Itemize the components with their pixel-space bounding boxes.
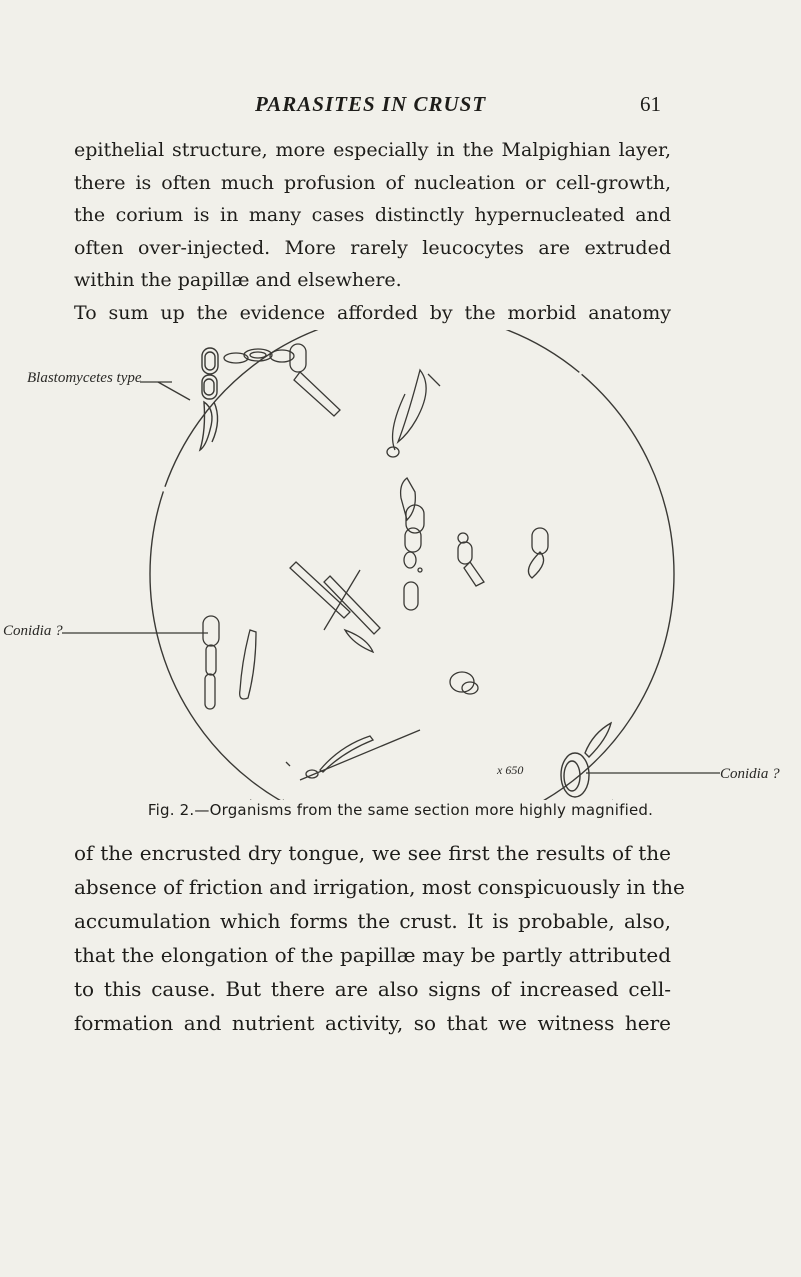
organism-scattered <box>286 672 478 780</box>
figure-caption: Fig. 2.—Organisms from the same section more highly magnified. <box>147 801 654 819</box>
figure-illustration <box>0 330 801 800</box>
top-paragraph <box>74 134 671 329</box>
label-conidia-left: Conidia ? <box>3 623 63 639</box>
organism-conidia-right <box>250 723 613 800</box>
text-line: there is often much profusion of nucleation or cell-growth, <box>74 171 671 194</box>
organism-chain-center <box>387 370 440 610</box>
text-line: often over-injected. More rarely leucocytes are extruded <box>74 236 671 259</box>
text-line: within the papillæ and elsewhere. <box>74 269 402 291</box>
organism-rods-center <box>290 562 380 652</box>
label-conidia-right: Conidia ? <box>720 766 780 782</box>
text-line: accumulation which forms the crust. It is probable, also, <box>74 909 671 933</box>
label-blastomycetes: Blastomycetes type <box>27 370 142 386</box>
running-head: PARASITES IN CRUST <box>255 92 487 116</box>
leader-line <box>158 382 190 400</box>
text-line: that the elongation of the papillæ may be partly attributed <box>74 943 671 967</box>
figure-organisms <box>0 330 801 800</box>
page-number: 61 <box>640 92 661 116</box>
organism-chain-left <box>200 348 218 450</box>
magnification-label: x 650 <box>497 763 524 777</box>
text-line: to this cause. But there are also signs of increased cell- <box>74 977 671 1001</box>
organism-chain-left-lower <box>203 616 256 709</box>
organism-group-right <box>458 528 548 586</box>
organism-chain-top <box>224 344 340 416</box>
page-header <box>0 92 801 122</box>
text-line: the corium is in many cases distinctly hypernucleated and <box>74 204 671 226</box>
text-line: epithelial structure, more especially in the Malpighian layer, <box>74 139 671 161</box>
bottom-paragraph <box>74 836 685 1040</box>
text-line: formation and nutrient activity, so that we witness here <box>74 1011 671 1035</box>
text-line: To sum up the evidence afforded by the morbid anatomy <box>74 301 671 324</box>
text-line: of the encrusted dry tongue, we see first the results of the <box>74 841 671 865</box>
text-line: absence of friction and irrigation, most conspicuously in the <box>74 875 685 899</box>
